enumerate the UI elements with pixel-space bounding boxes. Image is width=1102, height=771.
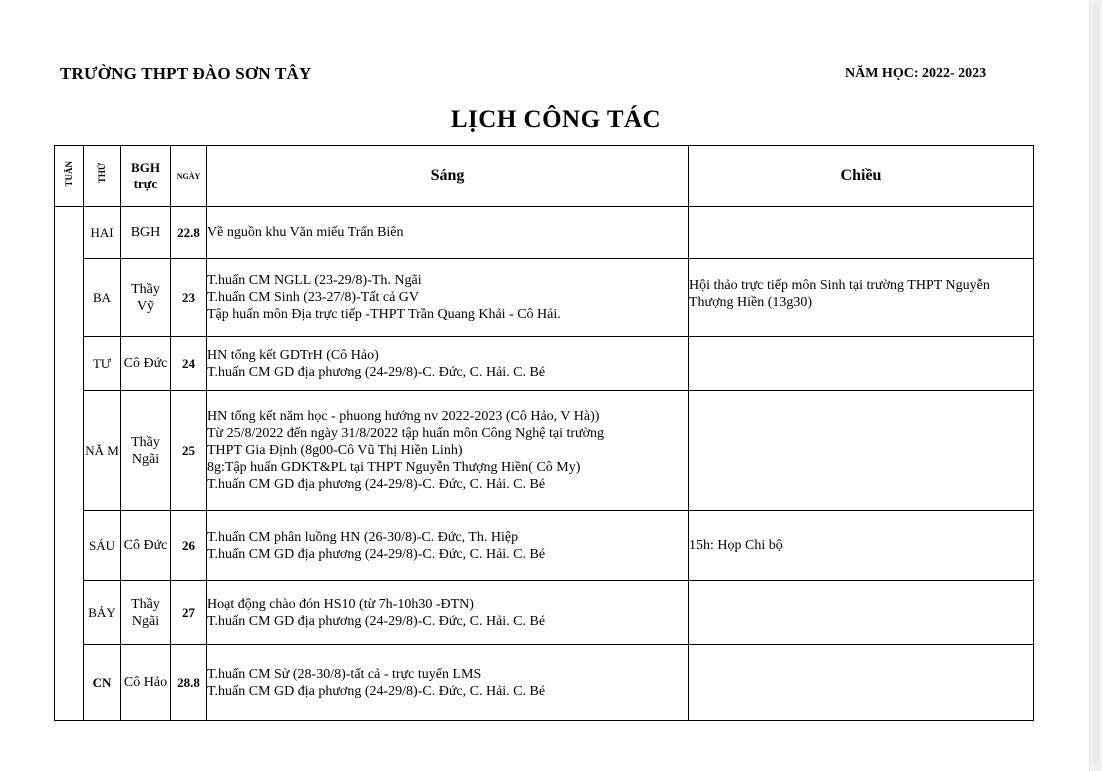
date-cell: 22.8 — [171, 207, 207, 259]
morning-cell — [207, 645, 689, 721]
date-cell: 28.8 — [171, 645, 207, 721]
morning-line: T.huấn CM Sử (28-30/8)-tất cả - trực tuyến LMS — [207, 666, 482, 682]
date-cell: 23 — [171, 259, 207, 337]
afternoon-cell — [689, 645, 1034, 721]
column-header-ngay: NGÀY — [171, 146, 207, 207]
table-row — [55, 645, 1034, 721]
afternoon-cell — [689, 581, 1034, 645]
afternoon-cell — [689, 391, 1034, 511]
morning-line: T.huấn CM GD địa phương (24-29/8)-C. Đức, C. Hải. C. Bé — [207, 546, 546, 562]
afternoon-line: 15h: Họp Chi bộ — [689, 538, 783, 553]
morning-line: THPT Gia Định (8g00-Cô Vũ Thị Hiền Linh) — [207, 443, 463, 458]
table-row — [55, 337, 1034, 391]
morning-cell — [207, 207, 689, 259]
column-header-tuan: TUẦN — [55, 146, 84, 207]
morning-line: Về nguồn khu Văn miếu Trấn Biên — [207, 225, 404, 240]
morning-cell — [207, 581, 689, 645]
morning-line: T.huấn CM Sinh (23-27/8)-Tất cả GV — [207, 290, 420, 305]
date-cell: 24 — [171, 337, 207, 391]
morning-line: Hoạt động chào đón HS10 (từ 7h-10h30 -ĐTN) — [207, 596, 474, 612]
table-row — [55, 207, 1034, 259]
morning-line: T.huấn CM GD địa phương (24-29/8)-C. Đức, C. Hải. C. Bé — [207, 477, 546, 492]
bgh-cell: Cô Đức — [121, 511, 171, 581]
column-header-bgh: BGH trực — [121, 146, 171, 207]
afternoon-cell — [689, 511, 1034, 581]
table-row — [55, 391, 1034, 511]
bgh-cell: Thầy Ngãi — [121, 391, 171, 511]
header-row — [55, 146, 1034, 207]
table-row — [55, 581, 1034, 645]
afternoon-line: Hội thảo trực tiếp môn Sinh tại trường THPT Nguyễn Thượng Hiền (13g30) — [689, 278, 990, 310]
table-row — [55, 511, 1034, 581]
morning-line: HN tổng kết năm học - phuong hướng nv 2022-2023 (Cô Hảo, V Hà)) — [207, 409, 600, 424]
column-header-chieu: Chiều — [689, 146, 1034, 207]
bgh-cell: Cô Đức — [121, 337, 171, 391]
morning-cell — [207, 511, 689, 581]
morning-line: 8g:Tập huấn GDKT&PL tại THPT Nguyễn Thượng Hiền( Cô My) — [207, 460, 581, 475]
week-cell — [55, 207, 84, 721]
school-name: TRƯỜNG THPT ĐÀO SƠN TÂY — [60, 64, 312, 83]
school-year: NĂM HỌC: 2022- 2023 — [845, 66, 987, 81]
afternoon-cell — [689, 259, 1034, 337]
morning-line: T.huấn CM phân luồng HN (26-30/8)-C. Đức, Th. Hiệp — [207, 529, 519, 545]
table-row — [55, 259, 1034, 337]
day-cell: HAI — [84, 207, 121, 259]
day-cell: SÁU — [84, 511, 121, 581]
day-cell: BẢY — [84, 581, 121, 645]
morning-cell — [207, 391, 689, 511]
bgh-cell: Cô Hảo — [121, 645, 171, 721]
schedule-table — [54, 145, 1034, 721]
morning-line: T.huấn CM NGLL (23-29/8)-Th. Ngãi — [207, 273, 422, 288]
morning-line: Từ 25/8/2022 đến ngày 31/8/2022 tập huấn môn Công Nghệ tại trường — [207, 426, 605, 441]
afternoon-cell — [689, 207, 1034, 259]
day-cell: NĂ M — [84, 391, 121, 511]
morning-line: T.huấn CM GD địa phương (24-29/8)-C. Đức, C. Hải. C. Bé — [207, 683, 546, 699]
morning-line: T.huấn CM GD địa phương (24-29/8)-C. Đức, C. Hải. C. Bé — [207, 613, 546, 629]
morning-line: HN tổng kết GDTrH (Cô Hảo) — [207, 347, 379, 363]
date-cell: 26 — [171, 511, 207, 581]
morning-line: T.huấn CM GD địa phương (24-29/8)-C. Đức, C. Hải. C. Bé — [207, 364, 546, 380]
afternoon-cell — [689, 337, 1034, 391]
morning-cell — [207, 337, 689, 391]
column-header-thu: THỨ — [84, 146, 121, 207]
bgh-cell: BGH — [121, 207, 171, 259]
day-cell: BA — [84, 259, 121, 337]
bgh-cell: Thầy Ngãi — [121, 581, 171, 645]
column-header-sang: Sáng — [207, 146, 689, 207]
bgh-cell: Thầy Vỹ — [121, 259, 171, 337]
document-title: LỊCH CÔNG TÁC — [450, 106, 662, 133]
date-cell: 25 — [171, 391, 207, 511]
day-cell: CN — [84, 645, 121, 721]
day-cell: TƯ — [84, 337, 121, 391]
morning-cell — [207, 259, 689, 337]
morning-line: Tập huấn môn Địa trực tiếp -THPT Trần Quang Khải - Cô Hải. — [207, 307, 561, 322]
date-cell: 27 — [171, 581, 207, 645]
